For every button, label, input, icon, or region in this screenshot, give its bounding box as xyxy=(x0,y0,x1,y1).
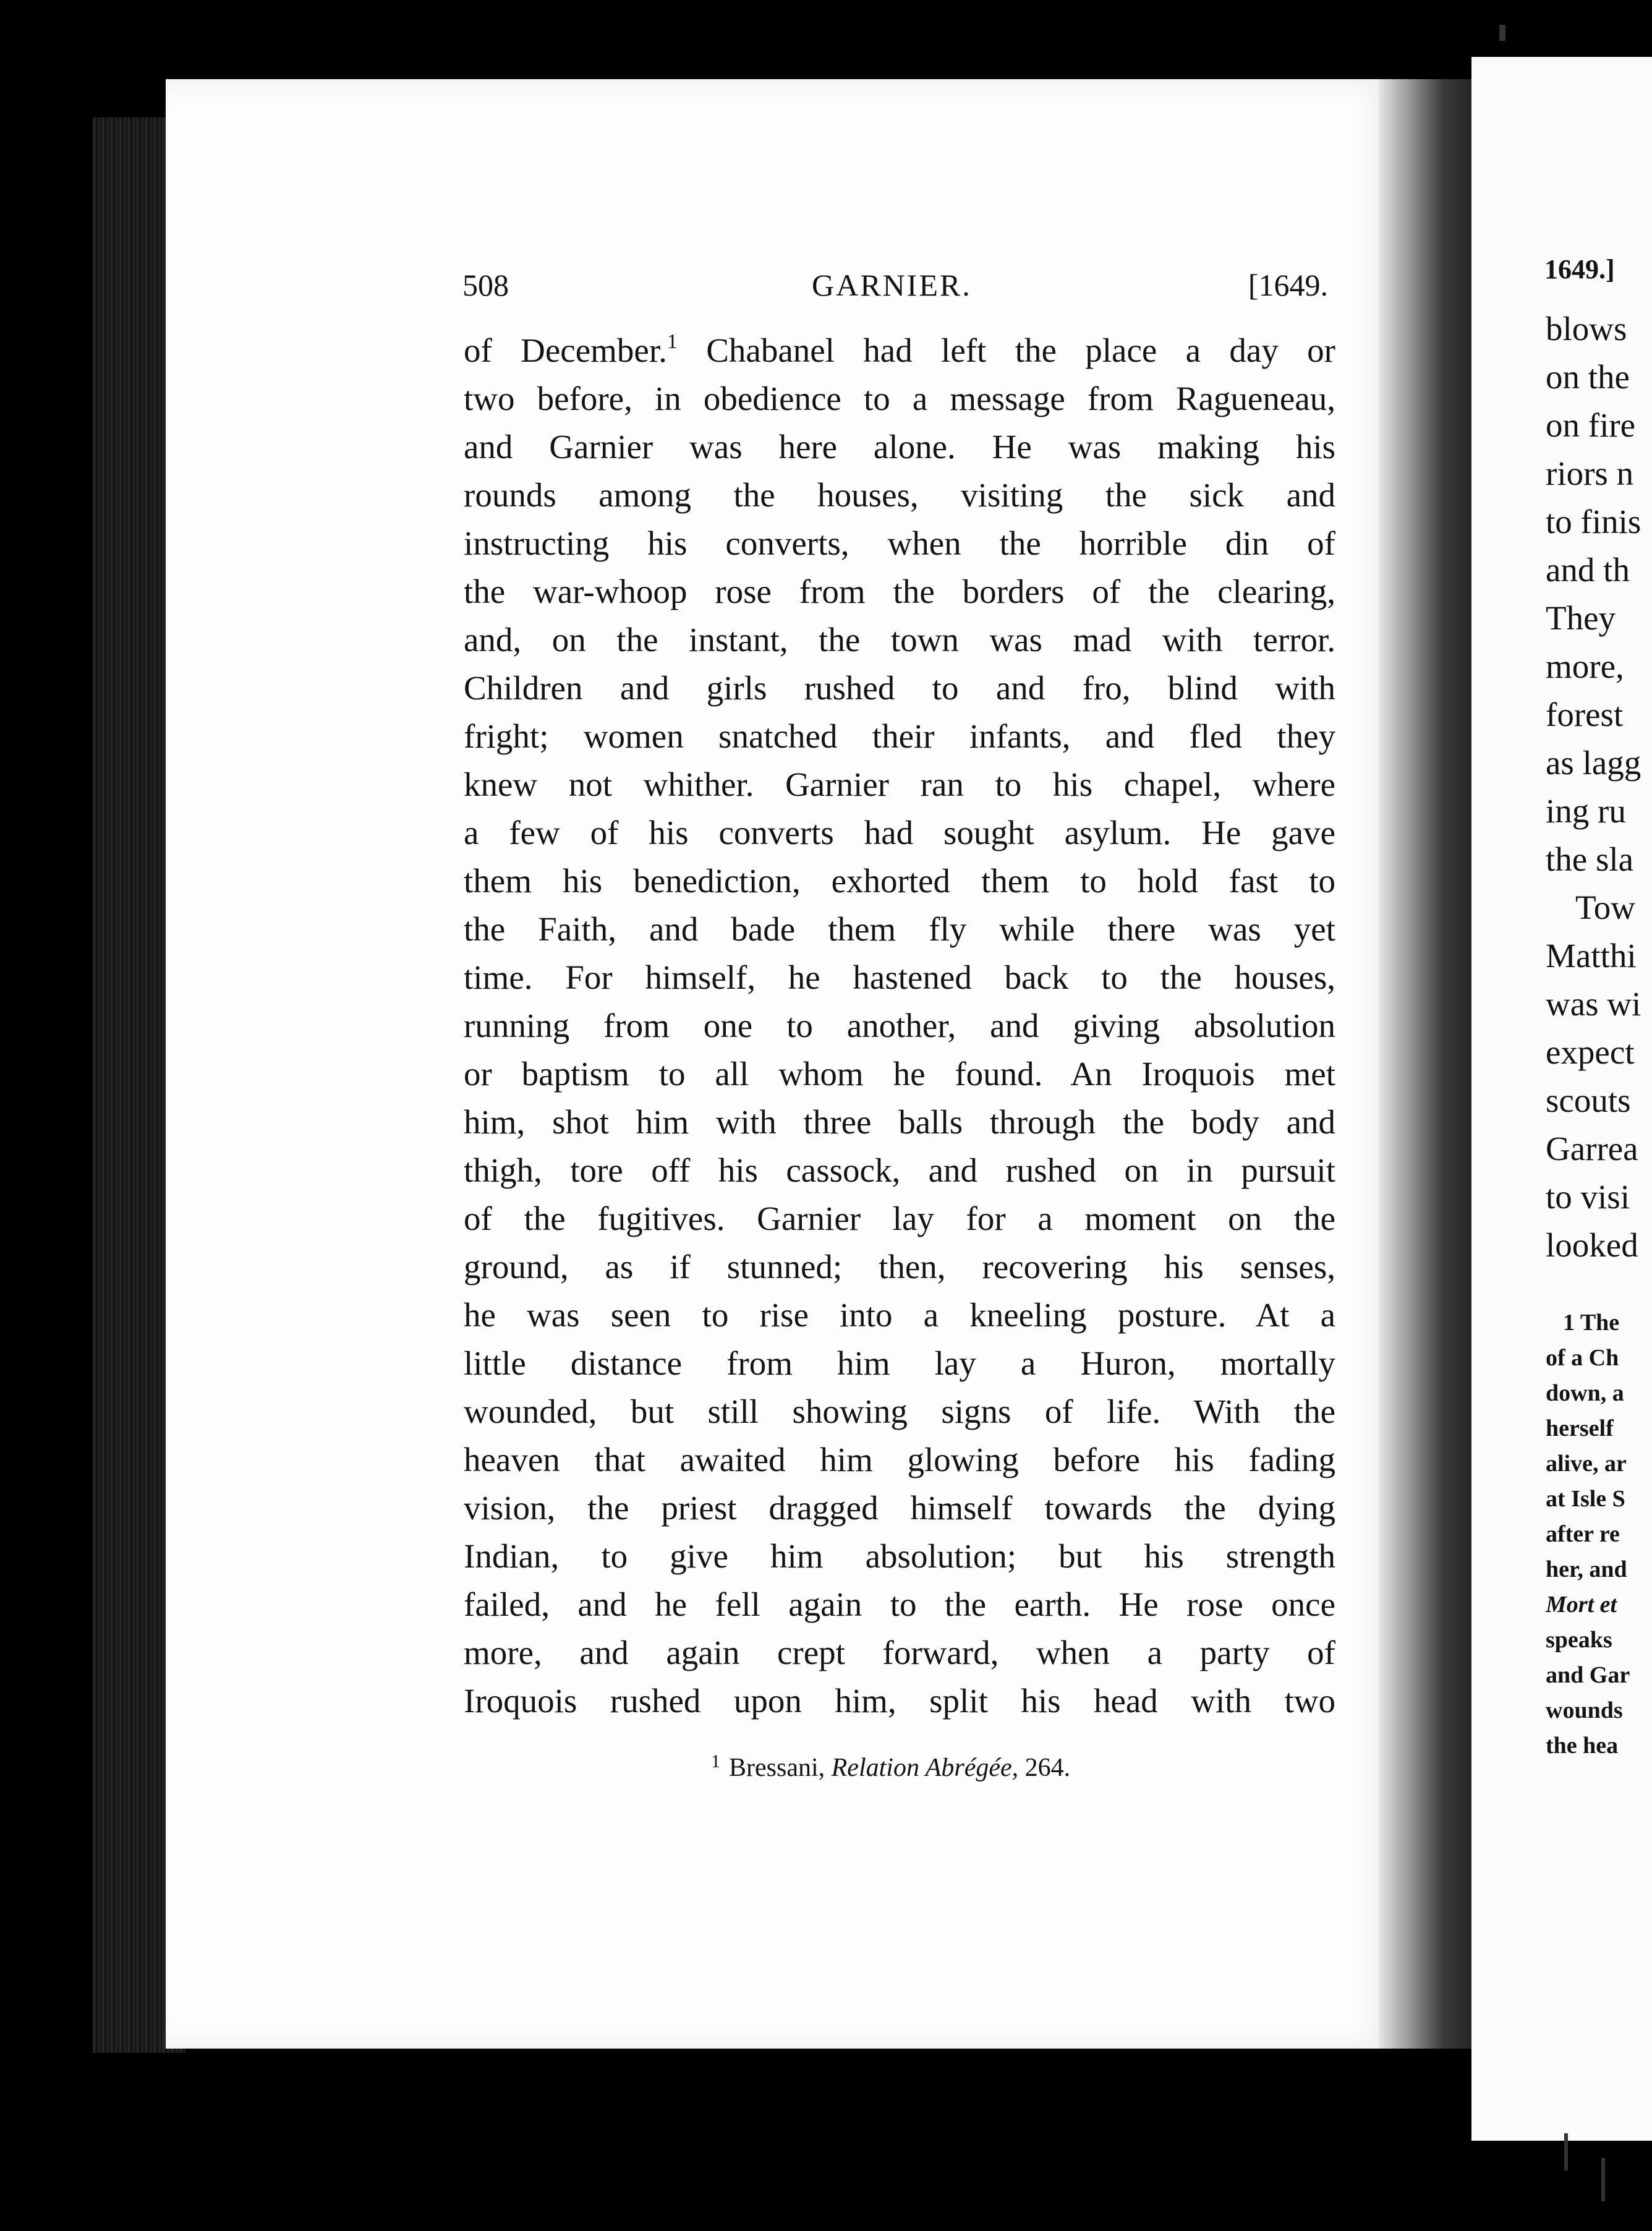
right-footnote-line: speaks xyxy=(1546,1627,1612,1653)
right-text-line: was wi xyxy=(1546,985,1641,1023)
right-text-line: looked xyxy=(1546,1226,1638,1264)
text-line: them his benediction, exhorted them to hold fast to xyxy=(464,862,1335,900)
text-line: the war-whoop rose from the borders of the clearing, xyxy=(464,573,1335,610)
text-line: failed, and he fell again to the earth. He rose once xyxy=(464,1585,1335,1623)
right-text-line: as lagg xyxy=(1546,744,1641,782)
text-line: ground, as if stunned; then, recovering his senses, xyxy=(464,1248,1335,1286)
text-line: time. For himself, he hastened back to the houses, xyxy=(464,958,1335,996)
footnote-mark: 1 xyxy=(711,1751,720,1772)
text-line: vision, the priest dragged himself towards the dying xyxy=(464,1489,1335,1527)
text-line: a few of his converts had sought asylum. He gave xyxy=(464,814,1335,851)
right-text-line: to visi xyxy=(1546,1178,1630,1216)
text-line: more, and again crept forward, when a party of xyxy=(464,1634,1335,1671)
text-line: Iroquois rushed upon him, split his head with two xyxy=(464,1682,1335,1720)
text-line: Children and girls rushed to and fro, blind with xyxy=(464,669,1335,707)
right-text-line: Tow xyxy=(1575,889,1635,926)
right-page xyxy=(1471,57,1652,2141)
footnote-author: Bressani, xyxy=(729,1754,825,1782)
text-line: and Garnier was here alone. He was making his xyxy=(464,428,1335,466)
scan-speck xyxy=(1564,2133,1568,2170)
right-text-line: on the xyxy=(1546,358,1630,396)
scan-speck xyxy=(1601,2158,1605,2201)
text-line: thigh, tore off his cassock, and rushed on in pursuit xyxy=(464,1151,1335,1189)
right-text-line: They xyxy=(1546,599,1616,637)
text-line: of the fugitives. Garnier lay for a moment on the xyxy=(464,1200,1335,1237)
text-line: instructing his converts, when the horrible din of xyxy=(464,524,1335,562)
text-line: running from one to another, and giving absolution xyxy=(464,1007,1335,1044)
text-line: fright; women snatched their infants, and fled they xyxy=(464,717,1335,755)
right-text-line: ing ru xyxy=(1546,792,1626,830)
text-segment: of December. xyxy=(464,331,667,369)
scan-speck xyxy=(1499,25,1505,41)
right-footnote-line: of a Ch xyxy=(1546,1345,1619,1371)
right-footnote-line: the hea xyxy=(1546,1733,1619,1759)
text-line: rounds among the houses, visiting the sick and xyxy=(464,476,1335,514)
right-text-line: and th xyxy=(1546,551,1630,589)
right-running-head: 1649.] xyxy=(1544,254,1615,284)
right-text-line: Garrea xyxy=(1546,1130,1638,1167)
text-line: wounded, but still showing signs of life. With the xyxy=(464,1393,1335,1430)
right-text-line: Matthi xyxy=(1546,937,1637,975)
right-footnote-line: at Isle S xyxy=(1546,1486,1625,1512)
text-line: him, shot him with three balls through the body and xyxy=(464,1103,1335,1141)
footnote-title: Relation Abrégée, xyxy=(831,1754,1019,1782)
right-text-line: the sla xyxy=(1546,840,1634,878)
text-line: or baptism to all whom he found. An Iroquois met xyxy=(464,1055,1335,1093)
page-gutter-shadow xyxy=(1379,79,1478,2049)
right-text-line: more, xyxy=(1546,647,1624,685)
right-text-line: expect xyxy=(1546,1033,1635,1071)
right-text-line: to finis xyxy=(1546,503,1641,540)
text-line: Indian, to give him absolution; but his strength xyxy=(464,1537,1335,1575)
running-title: GARNIER. xyxy=(812,268,972,302)
right-footnote-line: after re xyxy=(1546,1521,1620,1547)
right-footnote-line: Mort et xyxy=(1546,1592,1617,1618)
footnote-reference: 1 xyxy=(666,330,678,353)
right-text-line: blows xyxy=(1546,310,1627,348)
text-line: knew not whither. Garnier ran to his chapel, where xyxy=(464,766,1335,803)
running-year: [1649. xyxy=(1248,268,1328,302)
page-number: 508 xyxy=(462,268,509,302)
right-text-line: scouts xyxy=(1546,1081,1631,1119)
footnote xyxy=(711,1751,1070,1783)
right-text-line: forest xyxy=(1546,696,1624,733)
text-line: little distance from him lay a Huron, mortally xyxy=(464,1344,1335,1382)
text-line: he was seen to rise into a kneeling posture. At a xyxy=(464,1296,1335,1334)
running-head xyxy=(462,267,1328,304)
text-line: heaven that awaited him glowing before his fading xyxy=(464,1441,1335,1478)
right-footnote-line: 1 The xyxy=(1563,1310,1620,1336)
right-footnote-line: alive, ar xyxy=(1546,1451,1627,1477)
text-line: two before, in obedience to a message from Ragueneau, xyxy=(464,380,1335,417)
text-segment: Chabanel had left the place a day or xyxy=(677,331,1335,369)
right-footnote-line: her, and xyxy=(1546,1556,1627,1582)
right-text-line: on fire xyxy=(1546,406,1636,444)
right-footnote-line: herself xyxy=(1546,1415,1614,1441)
right-text-line: riors n xyxy=(1546,454,1634,492)
text-line xyxy=(464,329,1335,372)
footnote-page: 264. xyxy=(1024,1754,1071,1782)
right-footnote-line: down, a xyxy=(1546,1380,1624,1406)
text-line: the Faith, and bade them fly while there was yet xyxy=(464,910,1335,948)
right-footnote-line: and Gar xyxy=(1546,1662,1630,1688)
right-footnote-line: wounds xyxy=(1546,1697,1623,1723)
text-line: and, on the instant, the town was mad with terror. xyxy=(464,621,1335,659)
